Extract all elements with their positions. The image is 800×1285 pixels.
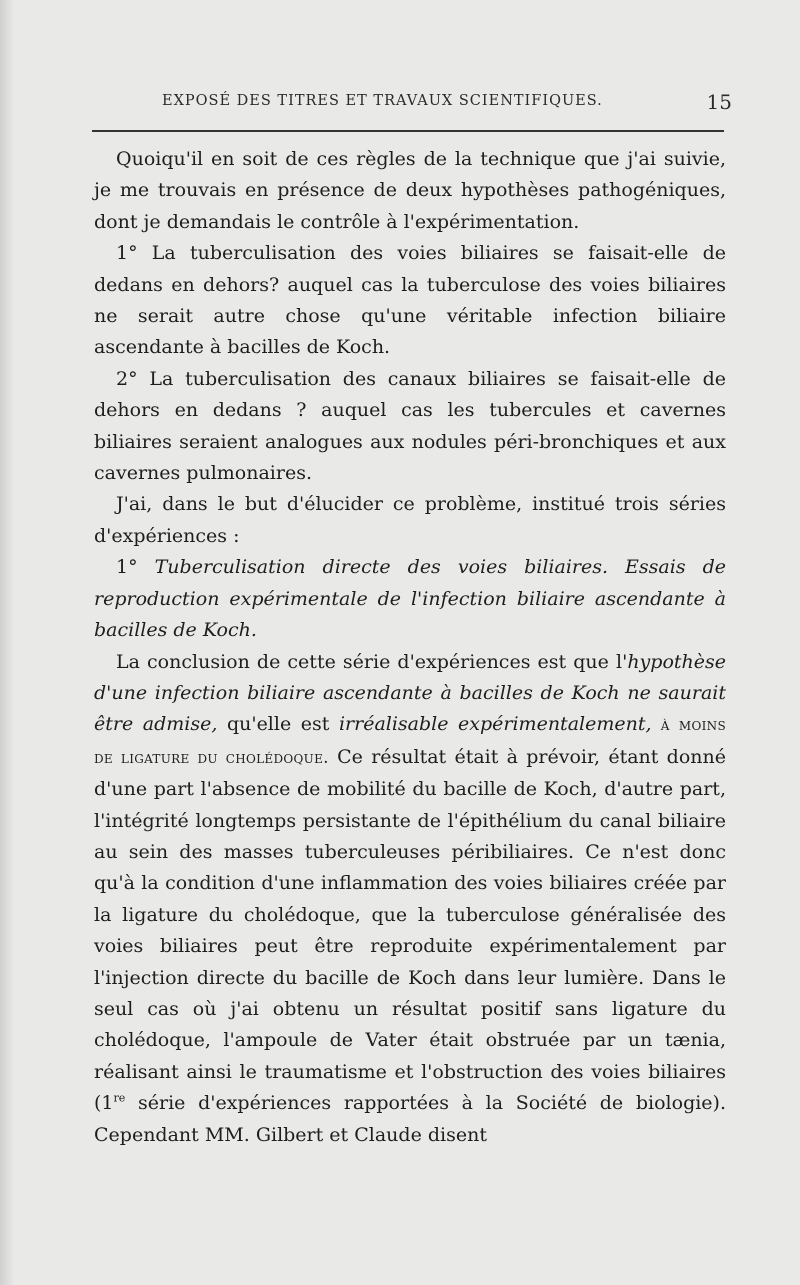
conclusion-end: série d'expériences rapportées à la Société de biologie). Cependant MM. Gilbert et Claude disent <box>94 1092 726 1146</box>
irrealisable-italic: irréalisable expérimentalement, <box>338 713 652 736</box>
paragraph-6 <box>94 647 726 1152</box>
series-title: Tuberculisation directe des voies biliaires. Essais de reproduction expérimentale de l'infection biliaire ascendante à bacilles de Koch. <box>94 556 726 642</box>
running-title: EXPOSÉ DES TITRES ET TRAVAUX SCIENTIFIQUES. <box>162 93 603 109</box>
conclusion-body: Ce résultat était à prévoir, étant donné d'une part l'absence de mobilité du bacille de Koch, d'autre part, l'intégrité longtemps persistante de l'épithélium du canal biliaire au sein des masses tuberculeuses péribiliaires. Ce n'est donc qu'à la condition d'une inflammation des voies biliaires créée par la ligature du cholédoque, que la tuberculose généralisée des voies biliaires peut être reproduite expérimentalement par l'injection directe du bacille de Koch dans leur lumière. Dans le seul cas où j'ai obtenu un résultat positif sans ligature du cholédoque, l'ampoule de Vater était obstruée par un tænia, réalisant ainsi le traumatisme et l'obstruction des voies biliaires (1 <box>94 745 726 1115</box>
paragraph-2: 1° La tuberculisation des voies biliaires se faisait-elle de dedans en dehors? auquel cas la tuberculose des voies biliaires ne serait autre chose qu'une véritable infection biliaire ascendante à bacilles de Koch. <box>94 242 726 359</box>
superscript-re: re <box>113 1091 126 1105</box>
hypothesis-italic: hypothèse d'une infection biliaire ascendante à bacilles de Koch ne saurait être admise, <box>94 650 726 736</box>
ligature-smallcaps: à moins de ligature du cholédoque. <box>94 715 727 768</box>
header-rule <box>92 130 724 132</box>
page-header <box>140 90 740 117</box>
page-number: 15 <box>706 90 732 114</box>
conclusion-intro: La conclusion de cette série d'expériences est que l' <box>116 650 628 673</box>
paragraph-3: 2° La tuberculisation des canaux biliaires se faisait-elle de dehors en dedans ? auquel cas les tubercules et cavernes biliaires seraient analogues aux nodules péri-bronchiques et aux cavernes pulmonaires. <box>94 367 726 485</box>
series-number: 1° <box>116 556 155 579</box>
page-edge-shadow <box>0 0 14 1285</box>
paragraph-1: Quoiqu'il en soit de ces règles de la technique que j'ai suivie, je me trouvais en présence de deux hypothèses pathogéniques, dont je demandais le contrôle à l'expérimentation. <box>94 148 726 233</box>
paragraph-4: J'ai, dans le but d'élucider ce problème, institué trois séries d'expériences : <box>94 493 726 547</box>
paragraph-5 <box>94 552 726 646</box>
body-text <box>94 144 726 1151</box>
conclusion-mid: qu'elle est <box>217 713 339 736</box>
